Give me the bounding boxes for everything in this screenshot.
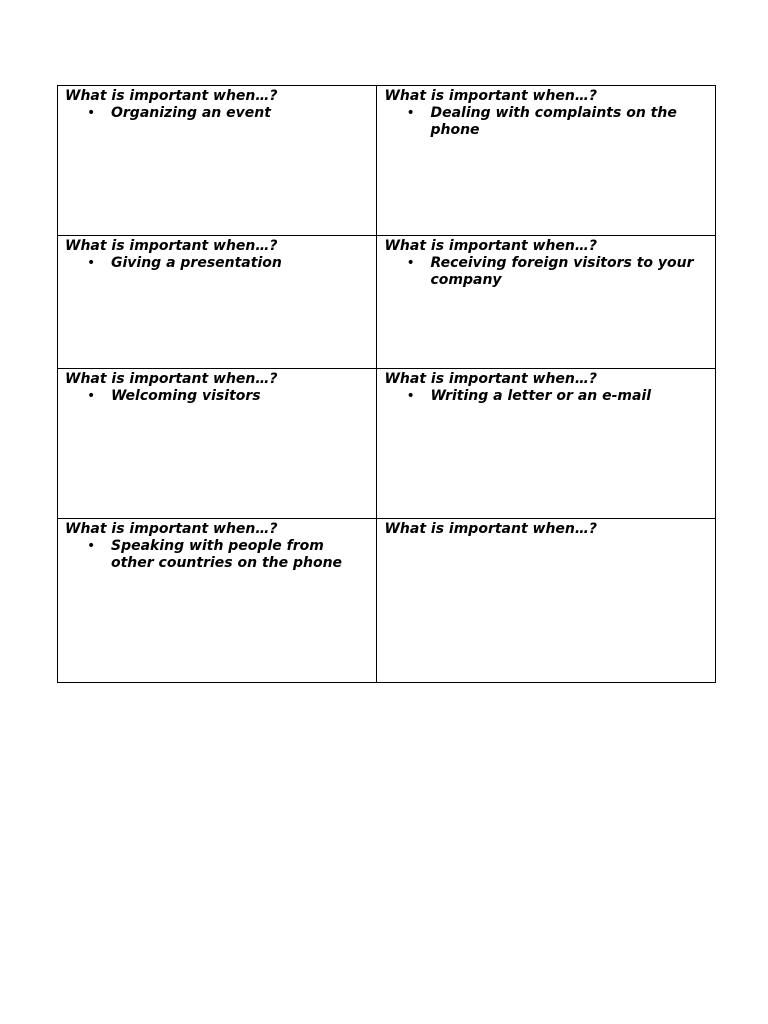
cards-table (57, 85, 716, 683)
topic-text: Speaking with people from other countries on the phone (111, 538, 343, 571)
card-prompt: What is important when…? (65, 371, 278, 387)
card-prompt: What is important when…? (65, 88, 278, 104)
topic-item (65, 105, 370, 122)
card-prompt: What is important when…? (65, 238, 278, 254)
card-prompt: What is important when…? (384, 88, 597, 104)
topic-item (384, 255, 709, 289)
topic-list (384, 255, 709, 289)
topic-text: Receiving foreign visitors to your company (430, 255, 694, 288)
table-row (58, 236, 716, 369)
topic-text: Writing a letter or an e-mail (430, 388, 652, 404)
bullet-icon: • (406, 255, 415, 271)
card-writing-letter (377, 369, 716, 519)
card-prompt: What is important when…? (384, 521, 597, 537)
topic-item (65, 255, 370, 272)
topic-list (384, 105, 709, 139)
card-prompt: What is important when…? (384, 371, 597, 387)
topic-list (65, 388, 370, 405)
topic-text: Welcoming visitors (111, 388, 261, 404)
topic-text: Organizing an event (111, 105, 271, 121)
card-welcoming-visitors (58, 369, 377, 519)
bullet-icon: • (406, 105, 415, 121)
bullet-icon: • (87, 255, 96, 271)
topic-item (384, 105, 709, 139)
card-blank (377, 519, 716, 683)
topic-item (65, 538, 370, 572)
topic-item (65, 388, 370, 405)
bullet-icon: • (87, 388, 96, 404)
topic-list (65, 255, 370, 272)
topic-item (384, 388, 709, 405)
card-giving-presentation (58, 236, 377, 369)
card-speaking-on-phone (58, 519, 377, 683)
card-prompt: What is important when…? (65, 521, 278, 537)
bullet-icon: • (406, 388, 415, 404)
topic-list (65, 105, 370, 122)
topic-text: Dealing with complaints on the phone (430, 105, 677, 138)
card-organizing-event (58, 86, 377, 236)
card-dealing-complaints (377, 86, 716, 236)
table-row (58, 86, 716, 236)
topic-list (65, 538, 370, 572)
topic-list (384, 388, 709, 405)
bullet-icon: • (87, 105, 96, 121)
bullet-icon: • (87, 538, 96, 554)
card-receiving-foreign-visitors (377, 236, 716, 369)
card-prompt: What is important when…? (384, 238, 597, 254)
table-row (58, 519, 716, 683)
table-row (58, 369, 716, 519)
topic-text: Giving a presentation (111, 255, 282, 271)
